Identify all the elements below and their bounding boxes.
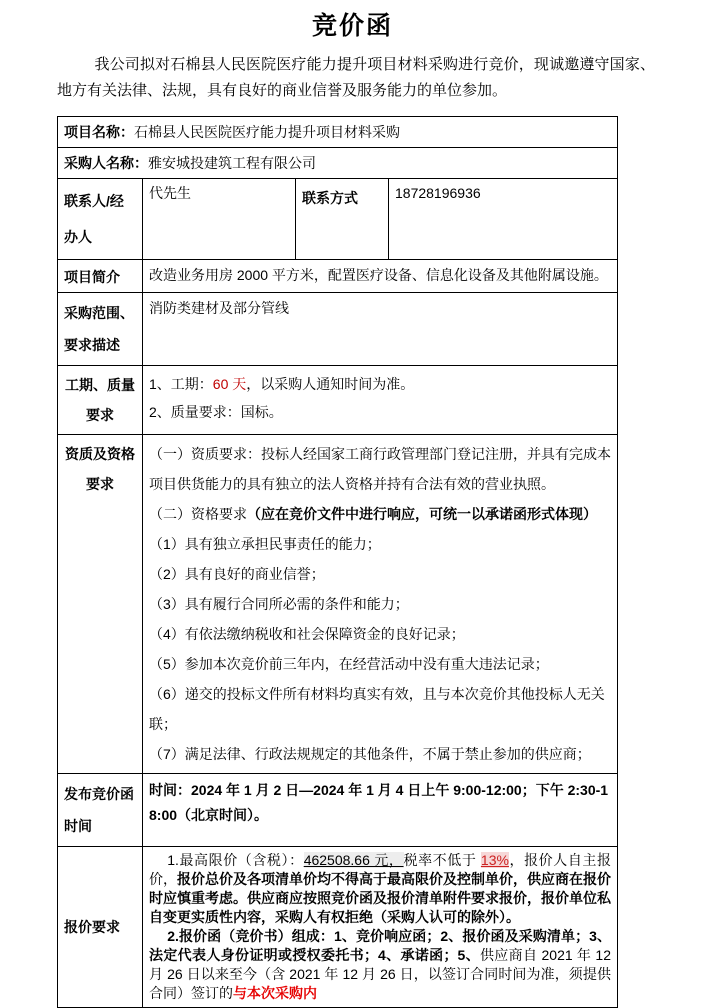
table-row-publish-time — [58, 774, 618, 847]
quote-p2-bold: 2.报价函（竞价书）组成：1、竞价响应函；2、报价函及采购清单；3、法定代表人身份证明或授权委托书；4、承诺函；5、 — [149, 928, 611, 963]
qualification-label-cell: 资质及资格要求 — [58, 435, 143, 774]
table-row-quote — [58, 847, 618, 1008]
scope-value-cell: 消防类建材及部分管线 — [143, 293, 618, 366]
project-name-label: 项目名称： — [64, 124, 134, 140]
table-row-project — [58, 117, 618, 148]
qualification-para2-normal: （二）资格要求 — [149, 506, 247, 522]
brief-value-cell: 改造业务用房 2000 平方米，配置医疗设备、信息化设备及其他附属设施。 — [143, 260, 618, 293]
project-name-value: 石棉县人民医院医疗能力提升项目材料采购 — [134, 124, 400, 140]
contact-name-cell: 代先生 — [143, 179, 296, 260]
quote-p1-normal1: 1.最高限价（含税）： — [167, 852, 304, 868]
qualification-item-1: （1）具有独立承担民事责任的能力； — [149, 536, 381, 552]
schedule-duration-suffix: ，以采购人通知时间为准。 — [246, 376, 415, 392]
qualification-value-cell — [143, 435, 618, 774]
contact-label-cell: 联系人/经办人 — [58, 179, 143, 260]
schedule-duration-days: 60 天 — [212, 376, 247, 392]
quote-p1-bold: 报价总价及各项清单价均不得高于最高限价及控制单价，供应商在报价时应慎重考虑。供应商应按照竞价函及报价清单附件要求报价，报价单位私自变更实质性内容，采购人有权拒绝（采购人认可的除外）。 — [149, 871, 611, 925]
document-page — [0, 6, 705, 1001]
contact-method-label-cell: 联系方式 — [296, 179, 389, 260]
table-row-schedule — [58, 366, 618, 435]
project-name-cell — [58, 117, 618, 148]
intro-paragraph: 我公司拟对石棉县人民医院医疗能力提升项目材料采购进行竞价，现诚邀遵守国家、地方有关法律、法规，具有良好的商业信誉及服务能力的单位参加。 — [57, 56, 655, 99]
buyer-name-value: 雅安城投建筑工程有限公司 — [148, 155, 316, 171]
quote-para-1 — [149, 851, 611, 927]
qualification-para-2 — [149, 499, 611, 529]
quote-p2-normal: 供应商自 2021 年 12 月 26 日以来至今（含 2021 年 12 月 26 日，以签订合同时间为准，须提供合同）签订的 — [149, 947, 611, 1001]
qualification-item-3: （3）具有履行合同所必需的条件和能力； — [149, 596, 409, 612]
qualification-para2-bold: （应在竞价文件中进行响应，可统一以承诺函形式体现） — [247, 506, 597, 522]
quote-max-price-value: 462508.66 元， — [303, 852, 404, 868]
quote-value-cell — [143, 847, 618, 1008]
quote-p1-normal2: 税率不低于 — [403, 852, 481, 868]
quote-p1-normal3: ，报价人自主报价， — [149, 852, 612, 887]
bid-info-table — [57, 116, 618, 1008]
schedule-value-cell — [143, 366, 618, 435]
qualification-item-4: （4）有依法缴纳税收和社会保障资金的良好记录； — [149, 626, 465, 642]
quote-tax-rate-value: 13% — [480, 852, 509, 868]
schedule-item-duration — [149, 370, 611, 398]
table-row-qualification — [58, 435, 618, 774]
contact-phone-cell: 18728196936 — [389, 179, 618, 260]
publish-value-cell: 时间：2024 年 1 月 2 日—2024 年 1 月 4 日上午 9:00-12:00；下午 2:30-18:00（北京时间）。 — [143, 774, 618, 847]
table-row-buyer — [58, 148, 618, 179]
quote-para-2 — [149, 927, 611, 1003]
scope-label-cell: 采购范围、要求描述 — [58, 293, 143, 366]
buyer-name-label: 采购人名称： — [64, 155, 148, 171]
schedule-label-cell: 工期、质量要求 — [58, 366, 143, 435]
table-row-contact — [58, 179, 618, 260]
qualification-item-6: （6）递交的投标文件所有材料均真实有效，且与本次竞价其他投标人无关联； — [149, 686, 605, 732]
schedule-item-quality: 2、质量要求：国标。 — [149, 404, 283, 420]
quote-p2-red-alert: 与本次采购内 — [233, 985, 317, 1001]
buyer-name-cell — [58, 148, 618, 179]
quote-label-cell: 报价要求 — [58, 847, 143, 1008]
page-title: 竞价函 — [311, 12, 393, 40]
brief-label-cell: 项目简介 — [58, 260, 143, 293]
qualification-item-7: （7）满足法律、行政法规规定的其他条件，不属于禁止参加的供应商； — [149, 746, 591, 762]
schedule-duration-prefix: 1、工期： — [149, 376, 213, 392]
table-row-brief — [58, 260, 618, 293]
qualification-para-1: （一）资质要求：投标人经国家工商行政管理部门登记注册，并具有完成本项目供货能力的具有独立的法人资格并持有合法有效的营业执照。 — [149, 446, 611, 492]
publish-label-cell: 发布竞价函时间 — [58, 774, 143, 847]
qualification-item-2: （2）具有良好的商业信誉； — [149, 566, 325, 582]
table-row-scope — [58, 293, 618, 366]
qualification-item-5: （5）参加本次竞价前三年内，在经营活动中没有重大违法记录； — [149, 656, 549, 672]
